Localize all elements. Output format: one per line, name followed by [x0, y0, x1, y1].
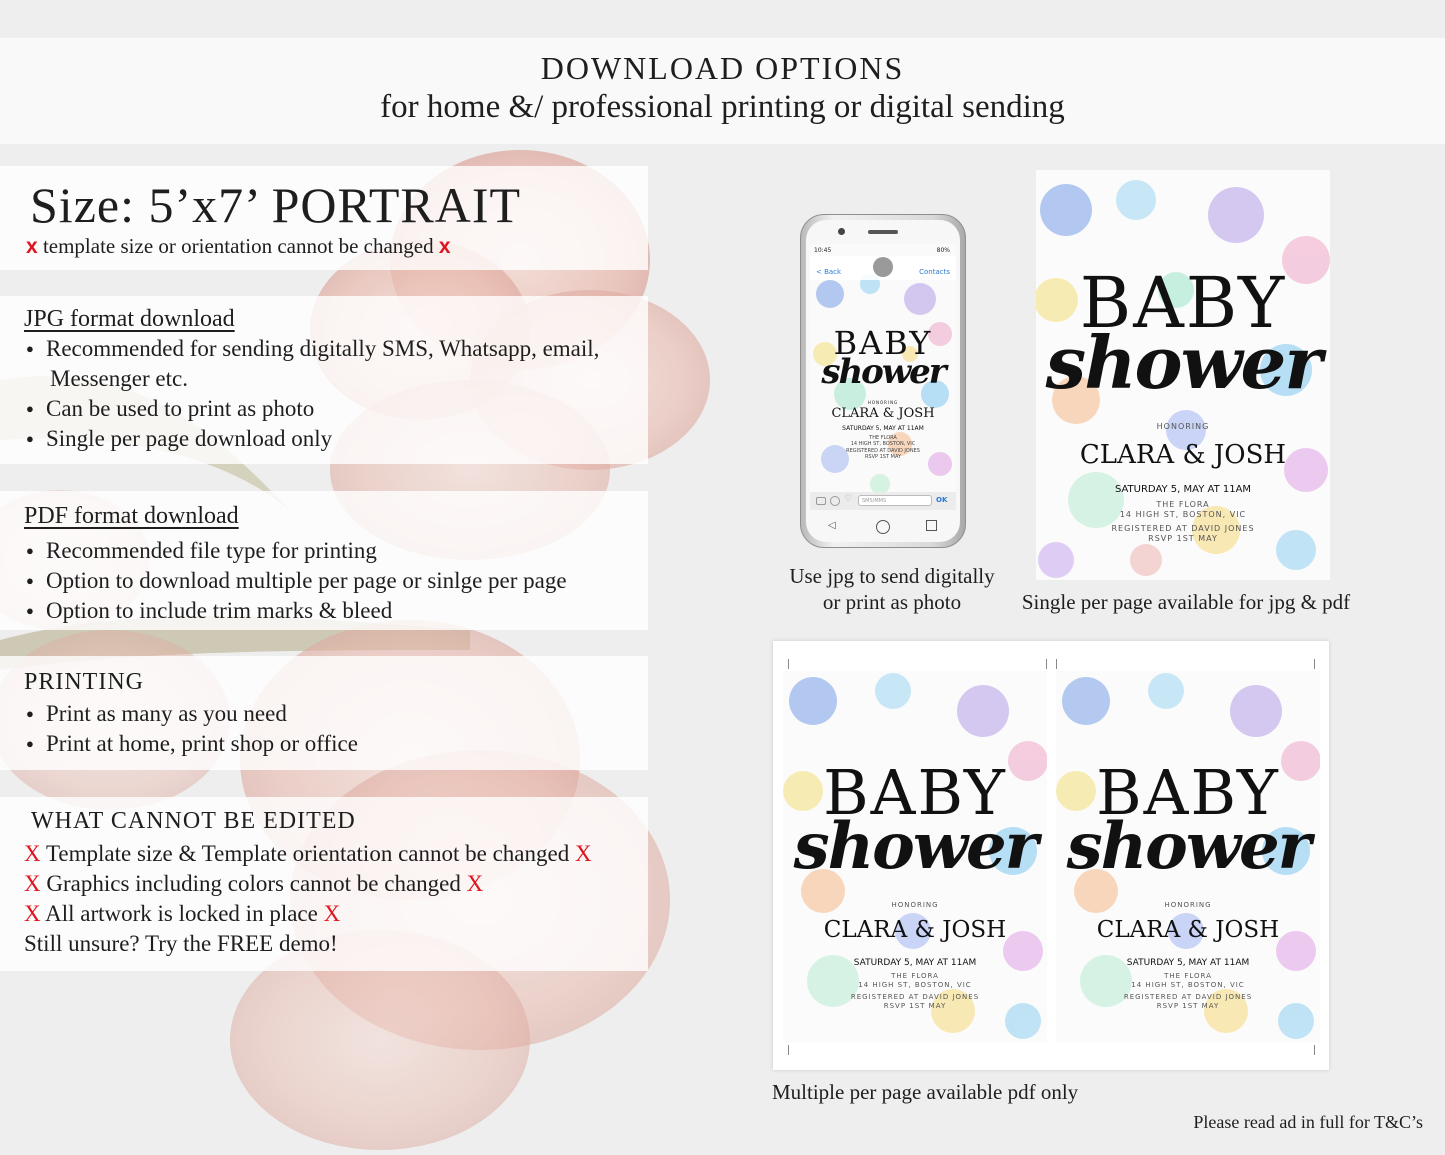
printing-list	[24, 699, 358, 759]
multi1-inv-line2: shower	[793, 809, 1037, 884]
list-item: X All artwork is locked in place X	[24, 901, 341, 926]
size-note-text: template size or orientation cannot be changed	[37, 234, 439, 258]
single-inv-address: 14 HIGH ST, BOSTON, VIC	[1119, 510, 1247, 519]
page-subtitle: for home &/ professional printing or digital sending	[380, 89, 1065, 125]
multi2-inv-honoring: HONORING	[1164, 901, 1212, 909]
size-panel	[0, 166, 648, 270]
jpg-title: JPG format download	[24, 306, 235, 332]
home-key-icon	[876, 520, 890, 534]
phone-battery: 80%	[936, 247, 950, 254]
trim-mark	[1046, 659, 1047, 669]
list-item: ● Recommended for sending digitally SMS, Whatsapp, email, Messenger etc.	[24, 334, 599, 394]
size-title: Size: 5’x7’ PORTRAIT	[30, 177, 522, 233]
phone-inv-address: 14 HIGH ST, BOSTON, VIC	[850, 441, 916, 447]
footer-note: Please read ad in full for T&C’s	[1193, 1112, 1423, 1132]
not-editable-title: WHAT CANNOT BE EDITED	[31, 808, 356, 834]
multi1-inv-honoring: HONORING	[891, 901, 939, 909]
multi1-inv-registry: REGISTERED AT DAVID JONES	[850, 993, 980, 1001]
jpg-list	[24, 334, 599, 454]
multiple-per-page-sheet	[773, 641, 1329, 1070]
recent-key-icon	[926, 520, 937, 531]
trim-mark	[1314, 659, 1315, 669]
multi2-inv-address: 14 HIGH ST, BOSTON, VIC	[1131, 981, 1245, 989]
list-item: ● Print at home, print shop or office	[24, 729, 358, 759]
phone-caption: Use jpg to send digitally or print as photo	[789, 564, 995, 614]
red-x-mark: X	[466, 871, 484, 896]
multi1-inv-date: SATURDAY 5, MAY AT 11AM	[853, 958, 977, 968]
pdf-title: PDF format download	[24, 503, 239, 529]
red-x-mark: X	[24, 841, 41, 866]
pdf-list	[24, 536, 567, 626]
multi1-inv-rsvp: RSVP 1ST MAY	[883, 1002, 947, 1010]
multi1-inv-address: 14 HIGH ST, BOSTON, VIC	[858, 981, 972, 989]
list-item: X Graphics including colors cannot be changed X	[24, 871, 484, 896]
red-x-mark: X	[574, 841, 592, 866]
contacts-link[interactable]: Contacts	[919, 268, 950, 276]
not-editable-panel	[0, 797, 648, 971]
back-key-icon: ◁	[828, 520, 836, 531]
list-item: ● Option to download multiple per page or sinlge per page	[24, 566, 567, 596]
red-x-mark: x	[26, 235, 38, 258]
message-input[interactable]: SMS/MMS	[858, 495, 932, 506]
printing-panel	[0, 656, 648, 770]
emoji-icon	[830, 496, 840, 506]
multi1-inv-venue: THE FLORA	[891, 972, 939, 980]
phone-inv-rsvp: RSVP 1ST MAY	[864, 454, 902, 460]
multi2-inv-venue: THE FLORA	[1164, 972, 1212, 980]
multi-invitation-card-2	[1056, 671, 1320, 1043]
trim-mark	[1314, 1045, 1315, 1055]
phone-screen	[810, 244, 956, 510]
camera-icon	[816, 497, 826, 505]
multiple-caption: Multiple per page available pdf only	[772, 1080, 1079, 1104]
multi-invitation-card-1	[783, 671, 1047, 1043]
message-input-bar	[810, 492, 956, 510]
single-inv-honoring: HONORING	[1156, 422, 1210, 431]
list-item: ● Recommended file type for printing	[24, 536, 567, 566]
single-inv-names: CLARA & JOSH	[1079, 440, 1287, 470]
list-item: ● Print as many as you need	[24, 699, 358, 729]
single-inv-line1: BABY	[1079, 262, 1287, 344]
trim-mark	[788, 659, 789, 669]
pdf-panel	[0, 491, 648, 630]
single-inv-line2: shower	[1045, 320, 1321, 405]
list-item: ● Can be used to print as photo	[24, 394, 599, 424]
phone-inv-line1: BABY	[833, 324, 933, 362]
phone-time: 10:45	[814, 247, 832, 254]
back-link[interactable]: < Back	[816, 268, 842, 276]
single-inv-registry: REGISTERED AT DAVID JONES	[1111, 524, 1255, 533]
single-invitation-card	[1036, 170, 1330, 580]
avatar-icon	[873, 257, 893, 277]
printing-title: PRINTING	[24, 669, 144, 695]
not-editable-list	[24, 839, 592, 959]
red-x-mark: X	[24, 871, 41, 896]
single-inv-rsvp: RSVP 1ST MAY	[1148, 534, 1218, 543]
single-caption: Single per page available for jpg & pdf	[1021, 590, 1351, 614]
multi1-inv-line1: BABY	[823, 756, 1007, 829]
list-item: X Template size & Template orientation cannot be changed X	[24, 841, 592, 866]
phone-inv-line2: shower	[821, 352, 945, 392]
phone-nav-bar	[810, 256, 956, 280]
red-x-mark: X	[24, 901, 41, 926]
page-title: DOWNLOAD OPTIONS	[540, 50, 905, 86]
multi2-inv-line1: BABY	[1096, 756, 1280, 829]
multi2-inv-rsvp: RSVP 1ST MAY	[1156, 1002, 1220, 1010]
single-inv-venue: THE FLORA	[1156, 500, 1210, 509]
multi2-inv-line2: shower	[1066, 809, 1310, 884]
phone-inv-date: SATURDAY 5, MAY AT 11AM	[842, 425, 924, 432]
phone-inv-venue: THE FLORA	[869, 435, 897, 441]
list-item: ● Single per page download only	[24, 424, 599, 454]
red-x-mark: x	[438, 235, 451, 258]
multi2-inv-names: CLARA & JOSH	[1096, 917, 1280, 943]
single-inv-date: SATURDAY 5, MAY AT 11AM	[1114, 484, 1252, 495]
phone-inv-registry: REGISTERED AT DAVID JONES	[846, 448, 920, 454]
multi2-inv-registry: REGISTERED AT DAVID JONES	[1123, 993, 1253, 1001]
multi2-inv-date: SATURDAY 5, MAY AT 11AM	[1126, 958, 1250, 968]
phone-mockup	[800, 214, 966, 548]
multi1-inv-names: CLARA & JOSH	[823, 917, 1007, 943]
heart-icon: ♡	[844, 494, 853, 504]
header-banner	[0, 38, 1445, 144]
demo-note: Still unsure? Try the FREE demo!	[24, 931, 338, 956]
phone-inv-names: CLARA & JOSH	[831, 406, 935, 421]
send-button[interactable]: OK	[936, 496, 948, 504]
phone-inv-honoring: HONORING	[867, 400, 899, 405]
trim-mark	[1056, 659, 1057, 669]
trim-mark	[788, 1045, 789, 1055]
list-item: ● Option to include trim marks & bleed	[24, 596, 567, 626]
red-x-mark: X	[323, 901, 341, 926]
size-note	[26, 234, 451, 259]
jpg-panel	[0, 296, 648, 464]
